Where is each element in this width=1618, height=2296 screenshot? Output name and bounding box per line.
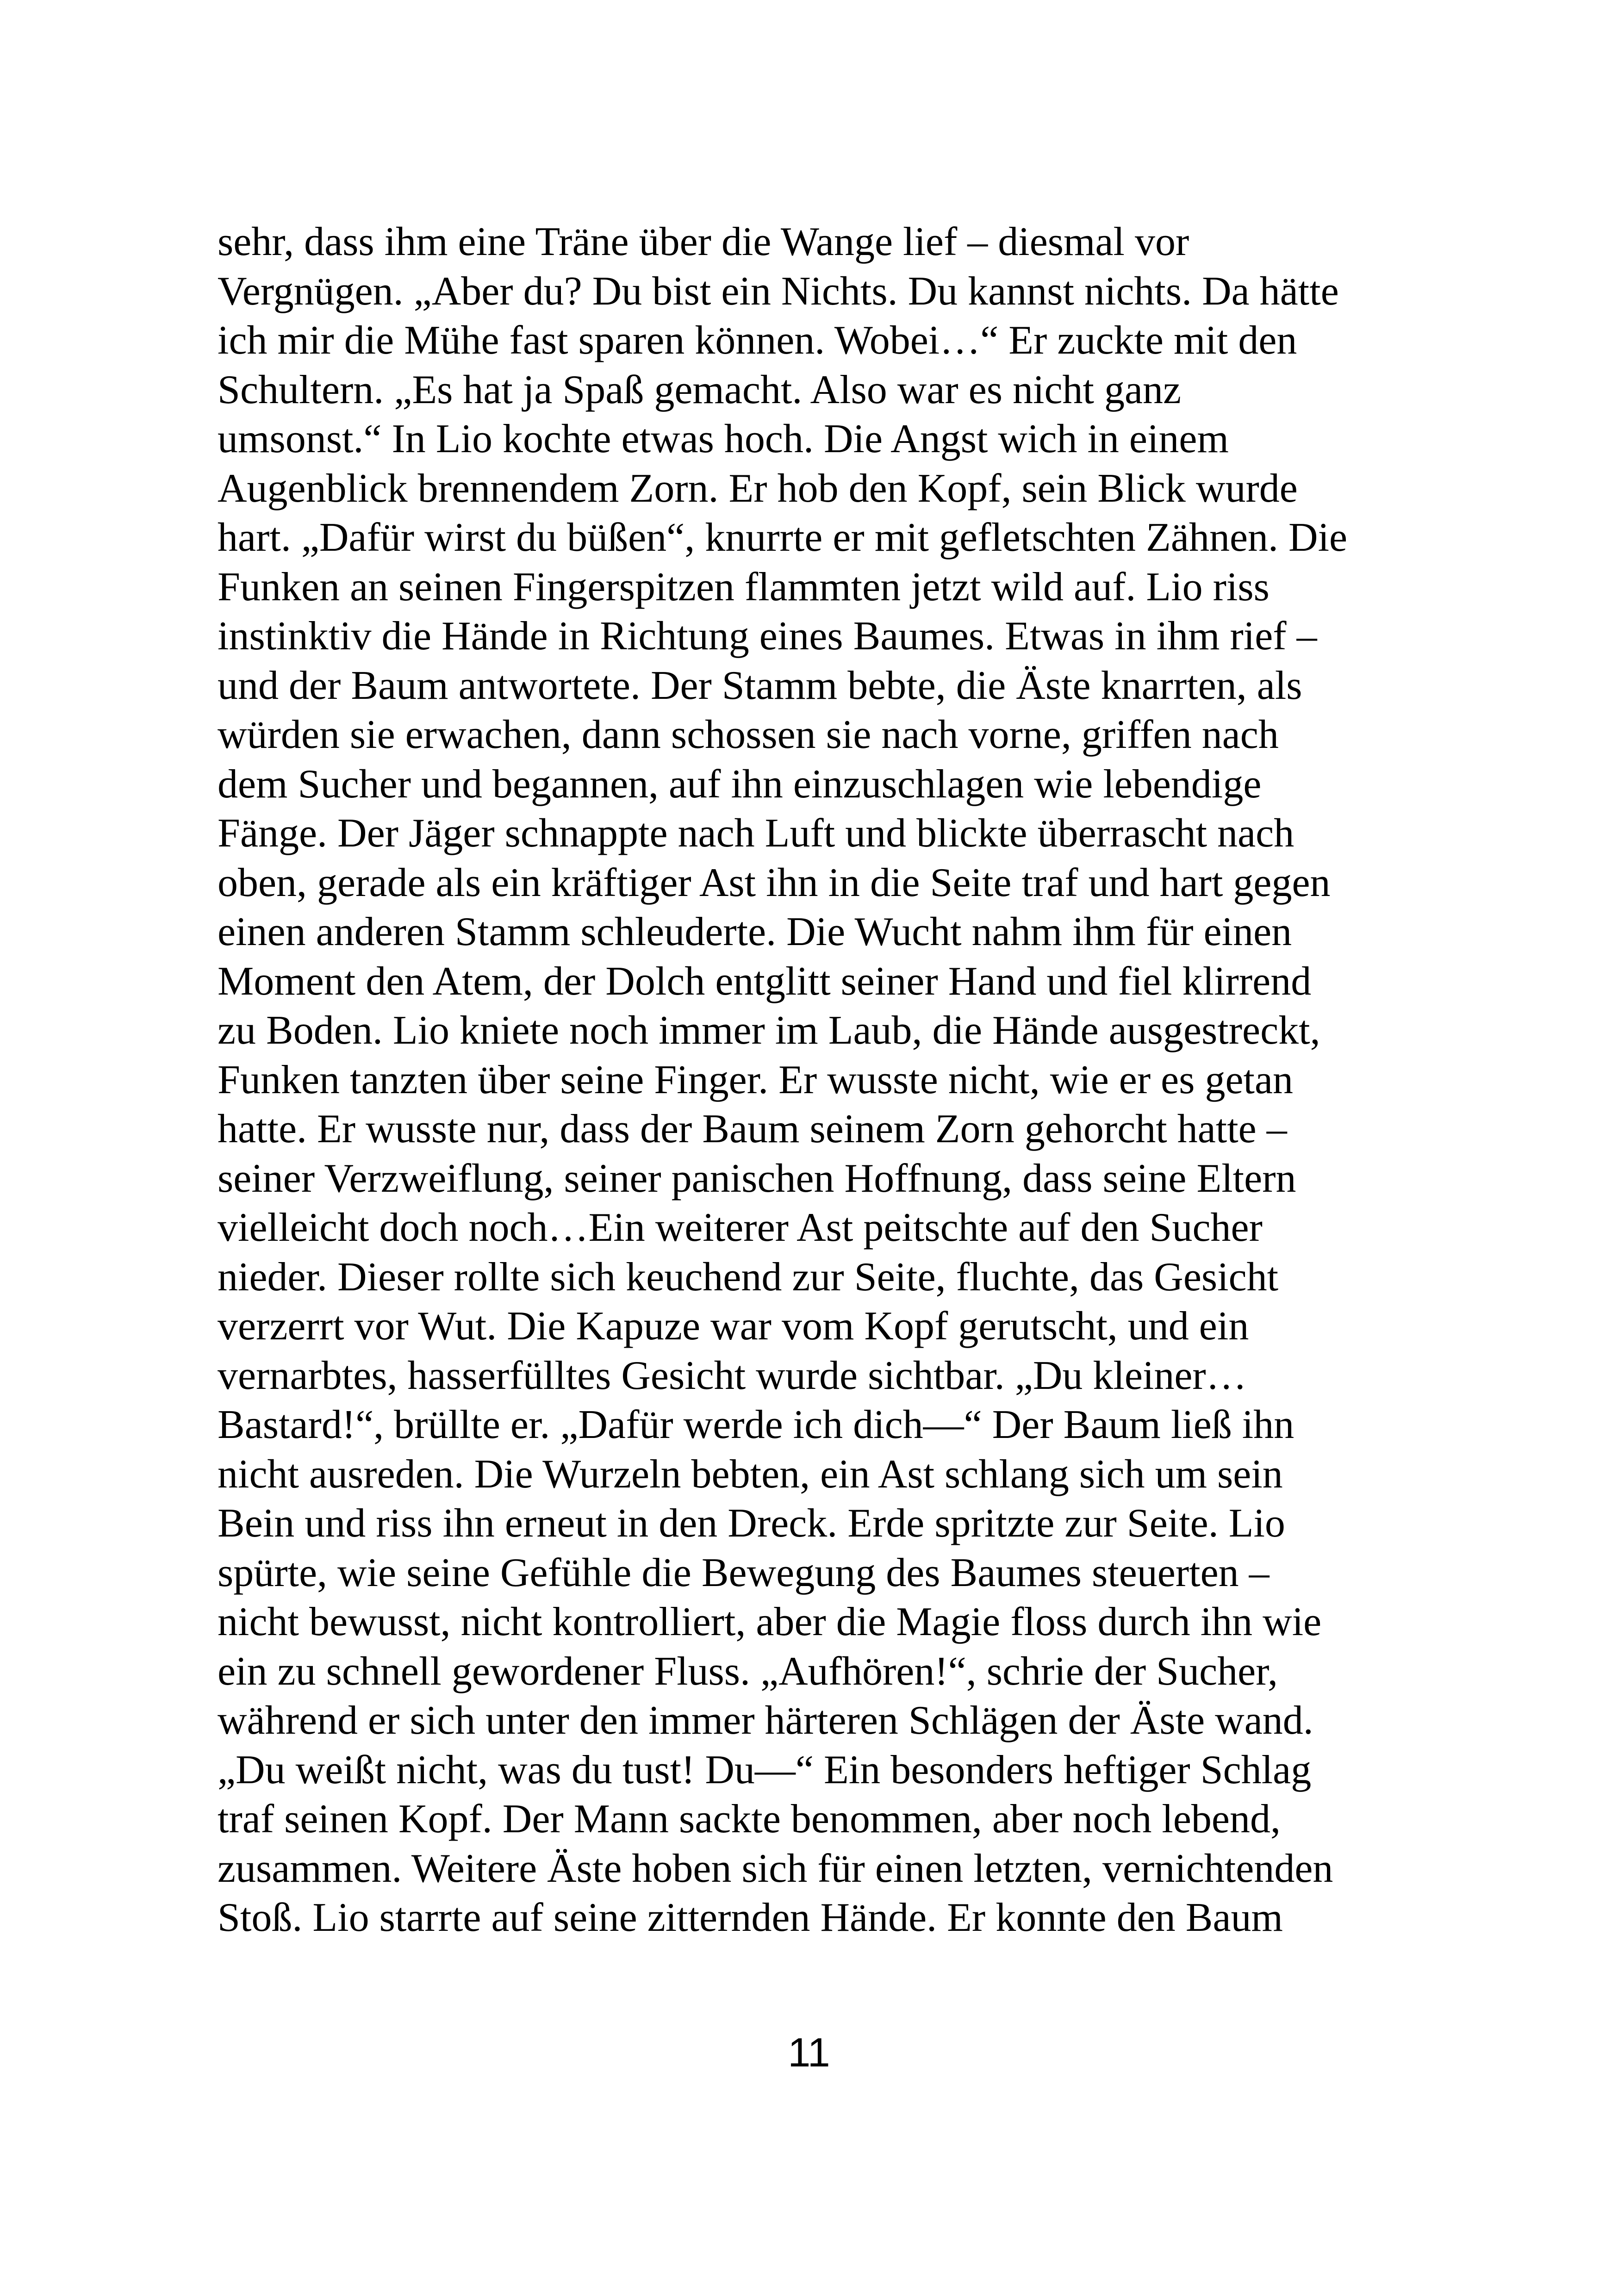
text-line: Moment den Atem, der Dolch entglitt seiner Hand und fiel klirrend	[218, 958, 1312, 1004]
text-line: sehr, dass ihm eine Träne über die Wange lief – diesmal vor	[218, 219, 1189, 264]
text-line: nicht bewusst, nicht kontrolliert, aber die Magie floss durch ihn wie	[218, 1599, 1322, 1644]
text-line: zusammen. Weitere Äste hoben sich für einen letzten, vernichtenden	[218, 1846, 1333, 1891]
text-line: instinktiv die Hände in Richtung eines Baumes. Etwas in ihm rief –	[218, 614, 1317, 659]
text-line: vernarbtes, hasserfülltes Gesicht wurde sichtbar. „Du kleiner…	[218, 1353, 1247, 1398]
text-line: Bein und riss ihn erneut in den Dreck. Erde spritzte zur Seite. Lio	[218, 1501, 1285, 1546]
text-line: hart. „Dafür wirst du büßen“, knurrte er mit gefletschten Zähnen. Die	[218, 515, 1348, 560]
text-line: Funken an seinen Fingerspitzen flammten jetzt wild auf. Lio riss	[218, 564, 1270, 610]
text-line: seiner Verzweiflung, seiner panischen Hoffnung, dass seine Eltern	[218, 1156, 1296, 1201]
text-line: und der Baum antwortete. Der Stamm bebte, die Äste knarrten, als	[218, 663, 1302, 708]
text-line: umsonst.“ In Lio kochte etwas hoch. Die Angst wich in einem	[218, 417, 1229, 461]
text-line: Stoß. Lio starrte auf seine zitternden Hände. Er konnte den Baum	[218, 1895, 1283, 1940]
text-line: während er sich unter den immer härteren Schlägen der Äste wand.	[218, 1698, 1313, 1743]
text-line: „Du weißt nicht, was du tust! Du—“ Ein besonders heftiger Schlag	[218, 1747, 1312, 1792]
text-line: oben, gerade als ein kräftiger Ast ihn in die Seite traf und hart gegen	[218, 860, 1331, 905]
text-line: verzerrt vor Wut. Die Kapuze war vom Kopf gerutscht, und ein	[218, 1304, 1249, 1349]
text-line: Bastard!“, brüllte er. „Dafür werde ich dich—“ Der Baum ließ ihn	[218, 1402, 1294, 1447]
text-line: ein zu schnell gewordener Fluss. „Aufhören!“, schrie der Sucher,	[218, 1649, 1278, 1694]
text-line: nicht ausreden. Die Wurzeln bebten, ein Ast schlang sich um sein	[218, 1451, 1283, 1497]
text-line: dem Sucher und begannen, auf ihn einzuschlagen wie lebendige	[218, 761, 1262, 807]
text-line: würden sie erwachen, dann schossen sie nach vorne, griffen nach	[218, 712, 1279, 757]
text-line: Funken tanzten über seine Finger. Er wusste nicht, wie er es getan	[218, 1057, 1294, 1102]
text-line: Fänge. Der Jäger schnappte nach Luft und blickte überrascht nach	[218, 811, 1294, 856]
text-line: Schultern. „Es hat ja Spaß gemacht. Also war es nicht ganz	[218, 367, 1182, 412]
text-line: einen anderen Stamm schleuderte. Die Wucht nahm ihm für einen	[218, 909, 1292, 954]
text-line: vielleicht doch noch…Ein weiterer Ast peitschte auf den Sucher	[218, 1205, 1263, 1250]
text-line: ich mir die Mühe fast sparen können. Wobei…“ Er zuckte mit den	[218, 318, 1297, 363]
text-line: Vergnügen. „Aber du? Du bist ein Nichts. Du kannst nichts. Da hätte	[218, 268, 1339, 314]
text-line: Augenblick brennendem Zorn. Er hob den Kopf, sein Blick wurde	[218, 466, 1298, 511]
text-line: zu Boden. Lio kniete noch immer im Laub, die Hände ausgestreckt,	[218, 1008, 1320, 1053]
page-number: 11	[788, 2029, 830, 2075]
body-text	[218, 218, 1421, 1943]
text-line: spürte, wie seine Gefühle die Bewegung des Baumes steuerten –	[218, 1550, 1270, 1595]
text-line: nieder. Dieser rollte sich keuchend zur Seite, fluchte, das Gesicht	[218, 1254, 1279, 1300]
text-line: traf seinen Kopf. Der Mann sackte benommen, aber noch lebend,	[218, 1797, 1281, 1842]
text-line: hatte. Er wusste nur, dass der Baum seinem Zorn gehorcht hatte –	[218, 1107, 1287, 1151]
